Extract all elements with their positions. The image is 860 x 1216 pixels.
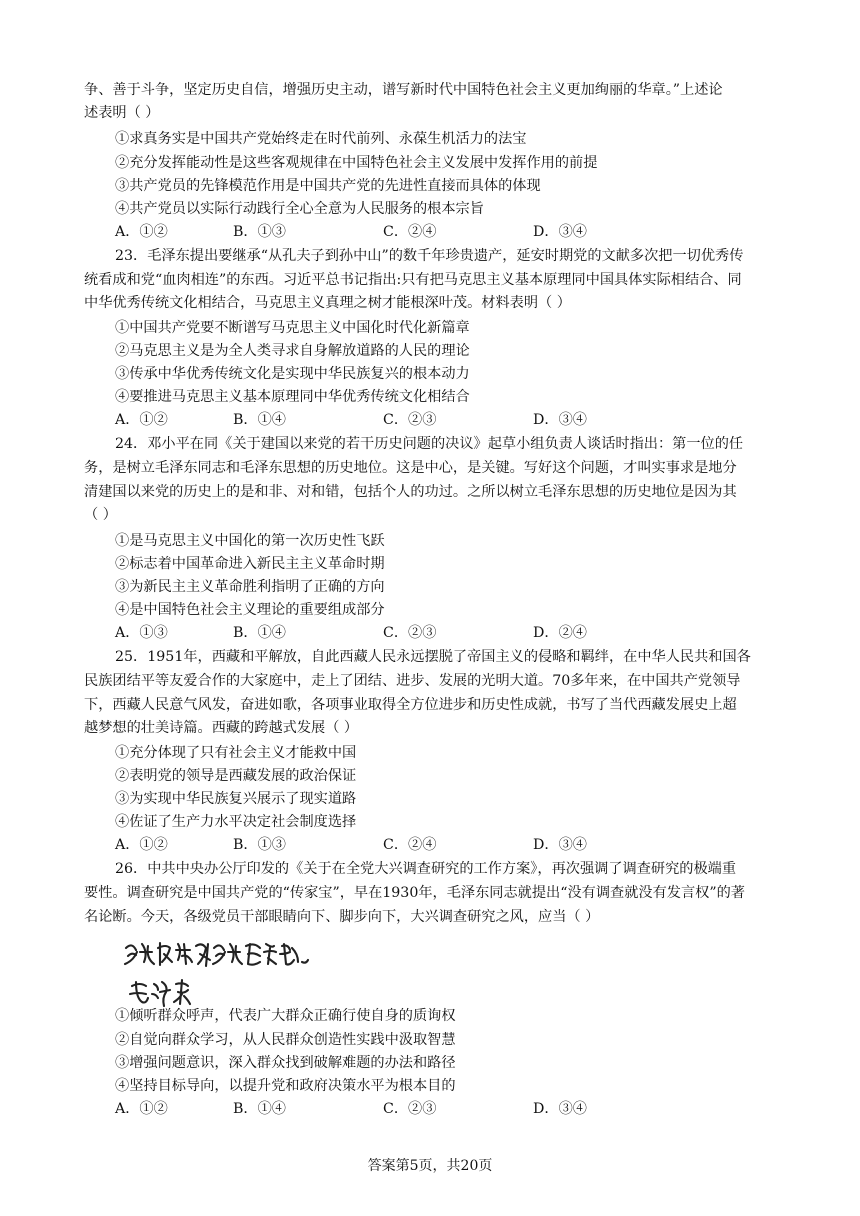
q23-choices xyxy=(115,409,755,432)
choice-d: D．③④ xyxy=(533,412,587,428)
q23-option: ①中国共产党要不断谱写马克思主义中国化时代化新篇章 xyxy=(115,320,470,336)
q23-stem-line: 统看成和党“血肉相连”的东西。习近平总书记指出:只有把马克思主义基本原理同中国具体实际相结合、同 xyxy=(84,272,742,288)
q23-option: ②马克思主义是为全人类寻求自身解放道路的人民的理论 xyxy=(115,343,470,359)
q24-option: ①是马克思主义中国化的第一次历史性飞跃 xyxy=(115,533,385,549)
q24-choices xyxy=(115,622,755,645)
choice-b: B．①④ xyxy=(233,412,286,428)
q24-option: ②标志着中国革命进入新民主主义革命时期 xyxy=(115,556,385,572)
q25-option: ①充分体现了只有社会主义才能救中国 xyxy=(115,745,357,761)
choice-d: D．③④ xyxy=(533,1101,587,1117)
choice-a: A．①② xyxy=(115,1101,168,1117)
choice-d: D．③④ xyxy=(533,224,587,240)
q25-stem-line: 越梦想的壮美诗篇。西藏的跨越式发展（ ） xyxy=(84,720,359,736)
q25-stem-line: 下，西藏人民意气风发，奋进如歌，各项事业取得全方位进步和历史性成就，书写了当代西藏发展史上超 xyxy=(84,697,737,713)
choice-c: C．②③ xyxy=(383,412,437,428)
choice-c: C．②④ xyxy=(383,224,437,240)
q22-text-line: 述表明（ ） xyxy=(84,105,160,121)
q23-stem-line: 23．毛泽东提出要继承“从孔夫子到孙中山”的数千年珍贵遗产，延安时期党的文献多次把一切优秀传 xyxy=(115,248,744,264)
q25-stem-line: 25．1951年，西藏和平解放，自此西藏人民永远摆脱了帝国主义的侵略和羁绊，在中华人民共和国各 xyxy=(115,649,751,665)
q26-choices xyxy=(115,1098,755,1121)
q24-stem-line: 24．邓小平在同《关于建国以来党的若干历史问题的决议》起草小组负责人谈话时指出：第一位的任 xyxy=(115,436,744,452)
q26-stem-line: 要性。调查研究是中国共产党的“传家宝”，早在1930年，毛泽东同志就提出“没有调查就没有发言权”的著 xyxy=(84,885,745,901)
choice-d: D．③④ xyxy=(533,837,587,853)
q24-option: ④是中国特色社会主义理论的重要组成部分 xyxy=(115,602,385,618)
q25-option: ④佐证了生产力水平决定社会制度选择 xyxy=(115,814,357,830)
q22-option: ④共产党员以实际行动践行全心全意为人民服务的根本宗旨 xyxy=(115,201,484,217)
choice-b: B．①④ xyxy=(233,625,286,641)
q22-option: ③共产党员的先锋模范作用是中国共产党的先进性直接而具体的体现 xyxy=(115,178,541,194)
q25-stem-line: 民族团结平等友爱合作的大家庭中，走上了团结、进步、发展的光明大道。70多年来，在中国共产党领导 xyxy=(84,673,741,689)
q26-option: ③增强问题意识，深入群众找到破解难题的办法和路径 xyxy=(115,1055,456,1071)
q22-option: ①求真务实是中国共产党始终走在时代前列、永葆生机活力的法宝 xyxy=(115,131,527,147)
q23-option: ④要推进马克思主义基本原理同中华优秀传统文化相结合 xyxy=(115,389,470,405)
q26-stem-line: 名论断。今天，各级党员干部眼睛向下、脚步向下，大兴调查研究之风，应当（ ） xyxy=(84,909,600,925)
q25-option: ③为实现中华民族复兴展示了现实道路 xyxy=(115,791,357,807)
choice-a: A．①③ xyxy=(115,625,168,641)
choice-c: C．②③ xyxy=(383,1101,437,1117)
choice-b: B．①④ xyxy=(233,1101,286,1117)
q26-stem-line: 26．中共中央办公厅印发的《关于在全党大兴调查研究的工作方案》，再次强调了调查研究的极端重 xyxy=(115,861,737,877)
q24-stem-line: （ ） xyxy=(84,507,117,523)
q26-option: ④坚持目标导向，以提升党和政府决策水平为根本目的 xyxy=(115,1078,456,1094)
choice-c: C．②③ xyxy=(383,625,437,641)
q23-stem-line: 中华优秀传统文化相结合，马克思主义真理之树才能根深叶茂。材料表明（ ） xyxy=(84,295,571,311)
page-footer: 答案第5页，共20页 xyxy=(367,1158,493,1174)
q25-option: ②表明党的领导是西藏发展的政治保证 xyxy=(115,768,357,784)
q26-option: ②自觉向群众学习，从人民群众创造性实践中汲取智慧 xyxy=(115,1032,456,1048)
choice-b: B．①③ xyxy=(233,224,286,240)
choice-b: B．①③ xyxy=(233,837,286,853)
q24-stem-line: 务，是树立毛泽东同志和毛泽东思想的历史地位。这是中心，是关键。写好这个问题，才叫实事求是地分 xyxy=(84,460,737,476)
q24-option: ③为新民主主义革命胜利指明了正确的方向 xyxy=(115,579,385,595)
q22-choices xyxy=(115,221,755,244)
q22-option: ②充分发挥能动性是这些客观规律在中国特色社会主义发展中发挥作用的前提 xyxy=(115,155,598,171)
choice-a: A．①② xyxy=(115,837,168,853)
choice-c: C．②④ xyxy=(383,837,437,853)
choice-d: D．②④ xyxy=(533,625,587,641)
choice-a: A．①② xyxy=(115,412,168,428)
q25-choices xyxy=(115,834,755,857)
q22-text-line: 争、善于斗争，坚定历史自信，增强历史主动，谱写新时代中国特色社会主义更加绚丽的华章。”上述论 xyxy=(84,82,723,98)
q23-option: ③传承中华优秀传统文化是实现中华民族复兴的根本动力 xyxy=(115,366,470,382)
q26-option: ①倾听群众呼声，代表广大群众正确行使自身的质询权 xyxy=(115,1008,456,1024)
q24-stem-line: 清建国以来党的历史上的是和非、对和错，包括个人的功过。之所以树立毛泽东思想的历史地位是因为其 xyxy=(84,484,737,500)
choice-a: A．①② xyxy=(115,224,168,240)
